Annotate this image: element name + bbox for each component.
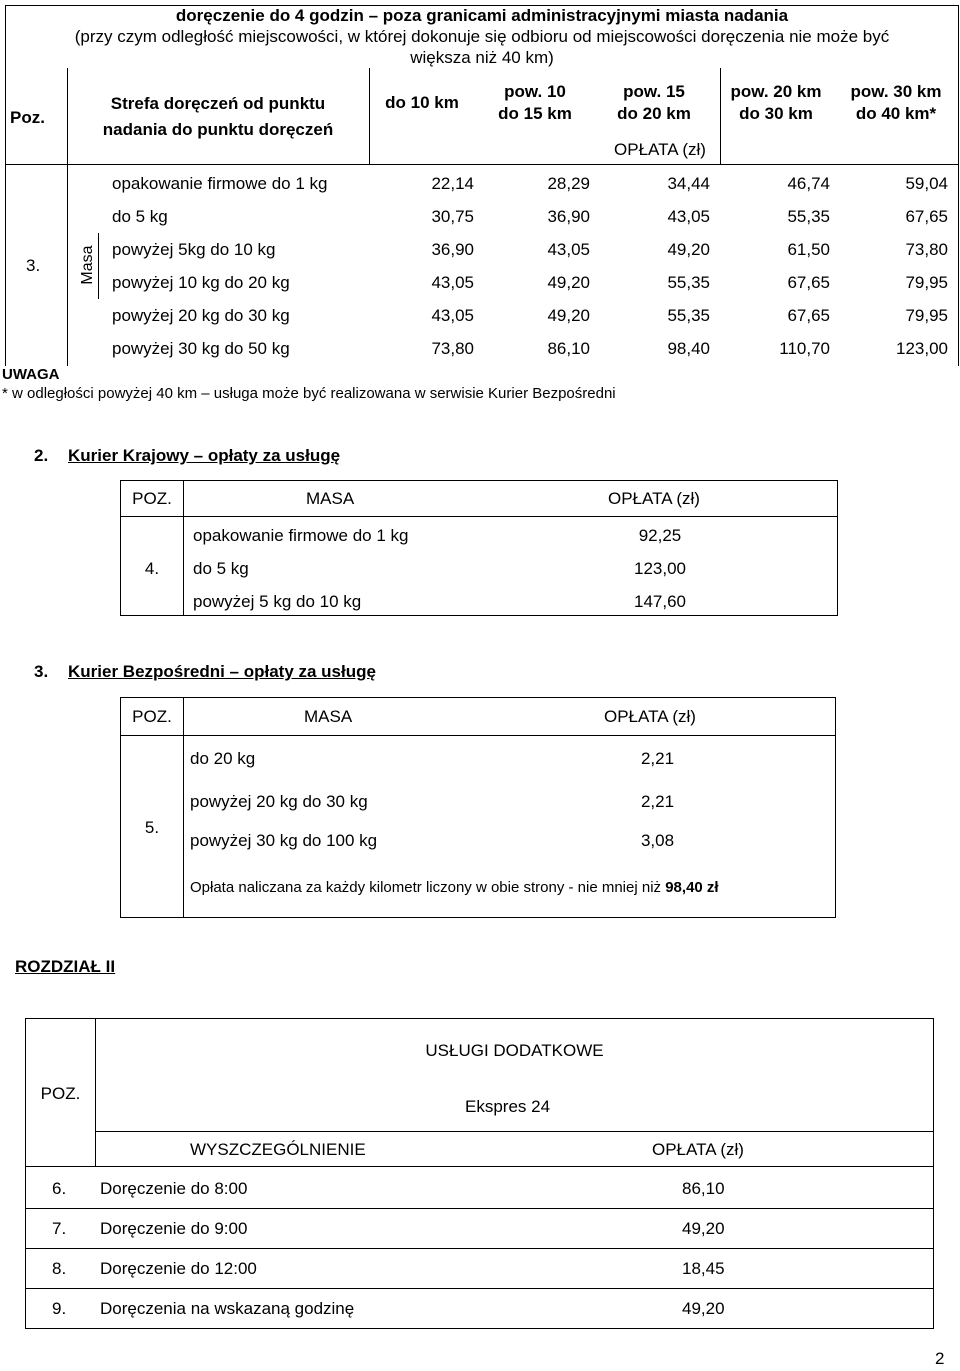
header-poz: POZ. <box>132 707 172 726</box>
page-number: 2 <box>935 1349 945 1368</box>
cell: 49,20 <box>547 306 590 325</box>
cell: 22,14 <box>431 174 474 193</box>
header-fee: OPŁATA (zł) <box>652 1140 744 1159</box>
dist-header-5: pow. 30 km <box>850 82 942 101</box>
dist-header-2b: do 15 km <box>498 104 572 123</box>
header-masa: MASA <box>306 489 355 508</box>
row-label: powyżej 5kg do 10 kg <box>112 240 276 259</box>
header-fee: OPŁATA (zł) <box>604 707 696 726</box>
dist-header-5b: do 40 km* <box>855 104 937 123</box>
row-fee: 49,20 <box>682 1219 725 1238</box>
dist-header-1: do 10 km <box>385 93 459 112</box>
row-label: powyżej 20 kg do 30 kg <box>190 792 368 811</box>
table-subtitle-cont: większa niż 40 km) <box>410 48 554 67</box>
row-fee: 147,60 <box>634 592 686 611</box>
cell: 49,20 <box>667 240 710 259</box>
header-spec: WYSZCZEGÓLNIENIE <box>190 1140 366 1159</box>
header-masa: MASA <box>304 707 353 726</box>
header-services: USŁUGI DODATKOWE <box>425 1041 604 1060</box>
cell: 86,10 <box>547 339 590 358</box>
section-heading-number: 3. <box>34 662 49 681</box>
cell: 30,75 <box>431 207 474 226</box>
row-num: 9. <box>52 1299 67 1318</box>
cell: 43,05 <box>667 207 710 226</box>
cell: 123,00 <box>896 339 948 358</box>
row-label: do 5 kg <box>193 559 249 578</box>
row-label: Doręczenie do 8:00 <box>100 1179 248 1198</box>
section-heading: Kurier Bezpośredni – opłaty za usługę <box>68 662 376 681</box>
cell: 55,35 <box>667 306 710 325</box>
zone-header-line2: nadania do punktu doręczeń <box>102 120 334 139</box>
row-fee: 49,20 <box>682 1299 725 1318</box>
table-subtitle: (przy czym odległość miejscowości, w której dokonuje się odbioru od miejscowości doręczenia nie może być <box>74 27 890 46</box>
row-label: Doręczenia na wskazaną godzinę <box>100 1299 355 1318</box>
cell: 36,90 <box>547 207 590 226</box>
row-fee: 92,25 <box>638 526 682 545</box>
poz-header: Poz. <box>10 108 45 127</box>
dist-header-4b: do 30 km <box>739 104 813 123</box>
note-title: UWAGA <box>2 366 60 383</box>
cell: 46,74 <box>787 174 830 193</box>
dist-header-2: pow. 10 <box>504 82 566 101</box>
cell: 73,80 <box>431 339 474 358</box>
cell: 43,05 <box>547 240 590 259</box>
row-num: 6. <box>52 1179 67 1198</box>
per-km-note-amount: 98,40 zł <box>665 879 719 896</box>
fee-header: OPŁATA (zł) <box>614 140 706 159</box>
cell: 67,65 <box>787 306 830 325</box>
header-express: Ekspres 24 <box>465 1097 551 1116</box>
cell: 43,05 <box>431 306 474 325</box>
chapter-title: ROZDZIAŁ II <box>15 957 116 976</box>
section-heading: Kurier Krajowy – opłaty za usługę <box>68 446 341 465</box>
row-label: do 5 kg <box>112 207 168 226</box>
cell: 43,05 <box>431 273 474 292</box>
row-label: opakowanie firmowe do 1 kg <box>112 174 328 193</box>
row-label: powyżej 30 kg do 100 kg <box>190 831 378 850</box>
dist-header-3: pow. 15 <box>623 82 685 101</box>
header-poz: POZ. <box>40 1084 81 1103</box>
row-label: powyżej 5 kg do 10 kg <box>193 592 362 611</box>
row-num: 8. <box>52 1259 67 1278</box>
masa-label: Masa <box>79 245 96 285</box>
dist-header-3b: do 20 km <box>617 104 691 123</box>
cell: 49,20 <box>547 273 590 292</box>
row-fee: 86,10 <box>682 1179 725 1198</box>
cell: 98,40 <box>667 339 710 358</box>
row-label: powyżej 20 kg do 30 kg <box>112 306 290 325</box>
header-fee: OPŁATA (zł) <box>608 489 700 508</box>
cell: 55,35 <box>667 273 710 292</box>
per-km-note-text: Opłata naliczana za każdy kilometr liczony w obie strony - nie mniej niż <box>190 879 662 896</box>
row-label: Doręczenie do 12:00 <box>100 1259 257 1278</box>
row-label: opakowanie firmowe do 1 kg <box>193 526 409 545</box>
row-fee: 3,08 <box>640 831 675 850</box>
cell: 67,65 <box>787 273 830 292</box>
row-fee: 123,00 <box>634 559 686 578</box>
poz-value: 4. <box>144 559 160 578</box>
zone-header: Strefa doręczeń od punktu <box>110 94 326 113</box>
row-fee: 2,21 <box>640 749 675 768</box>
row-label: Doręczenie do 9:00 <box>100 1219 248 1238</box>
cell: 110,70 <box>779 339 830 358</box>
cell: 79,95 <box>905 306 948 325</box>
cell: 73,80 <box>905 240 948 259</box>
section-heading-number: 2. <box>34 446 49 465</box>
poz-value: 5. <box>144 818 160 837</box>
row-fee: 2,21 <box>640 792 675 811</box>
cell: 59,04 <box>905 174 948 193</box>
cell: 36,90 <box>431 240 474 259</box>
cell: 55,35 <box>787 207 830 226</box>
row-num: 7. <box>52 1219 67 1238</box>
note-text: * w odległości powyżej 40 km – usługa może być realizowana w serwisie Kurier Bezpośredni <box>2 385 616 402</box>
cell: 28,29 <box>547 174 590 193</box>
cell: 34,44 <box>667 174 710 193</box>
poz-value: 3. <box>26 256 41 275</box>
row-label: powyżej 30 kg do 50 kg <box>112 339 290 358</box>
row-label: do 20 kg <box>190 749 256 768</box>
cell: 67,65 <box>905 207 948 226</box>
cell: 61,50 <box>787 240 830 259</box>
dist-header-4: pow. 20 km <box>730 82 822 101</box>
cell: 79,95 <box>905 273 948 292</box>
header-poz: POZ. <box>132 489 172 508</box>
row-label: powyżej 10 kg do 20 kg <box>112 273 290 292</box>
row-fee: 18,45 <box>682 1259 725 1278</box>
table-title: doręczenie do 4 godzin – poza granicami administracyjnymi miasta nadania <box>175 6 789 25</box>
per-km-note <box>190 879 719 896</box>
